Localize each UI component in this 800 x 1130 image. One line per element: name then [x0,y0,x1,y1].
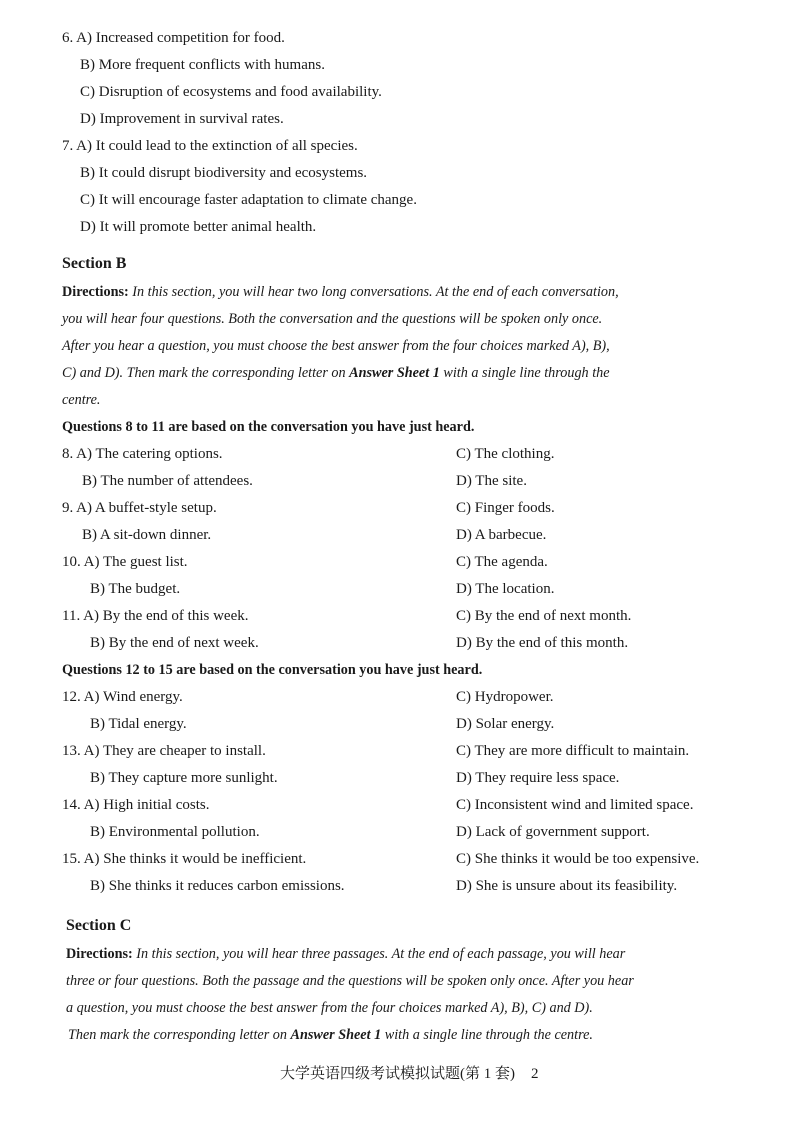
q9-option-c: C) Finger foods. [456,500,555,516]
section-b-directions-line-2: you will hear four questions. Both the conversation and the questions will be spoken only once. [62,311,603,327]
q13-option-b: B) They capture more sunlight. [90,770,278,786]
q15-option-d: D) She is unsure about its feasibility. [456,878,678,894]
directions-label: Directions: [66,946,133,962]
q14-option-d: D) Lack of government support. [456,824,650,840]
q7-option-b: B) It could disrupt biodiversity and ecosystems. [80,165,368,181]
answer-sheet-label: Answer Sheet 1 [290,1027,382,1043]
q14-option-a: 14. A) High initial costs. [62,797,210,813]
page-number: 2 [531,1066,539,1082]
directions-text: with a single line through the centre. [384,1027,593,1043]
directions-text: In this section, you will hear three passages. At the end of each passage, you will hear [136,946,626,962]
q12-option-c: C) Hydropower. [456,689,554,705]
q15-option-c: C) She thinks it would be too expensive. [456,851,700,867]
q9-option-d: D) A barbecue. [456,527,547,543]
answer-sheet-label: Answer Sheet 1 [349,365,440,381]
q10-option-b: B) The budget. [90,581,181,597]
section-b-directions-line-4 [62,364,610,382]
directions-text: C) and D). Then mark the corresponding letter on [62,365,346,381]
q12-option-d: D) Solar energy. [456,716,555,732]
section-c-directions-line-1 [66,945,625,963]
q13-option-c: C) They are more difficult to maintain. [456,743,690,759]
q12-option-a: 12. A) Wind energy. [62,689,183,705]
q15-option-a: 15. A) She thinks it would be inefficient. [62,851,307,867]
directions-text: Then mark the corresponding letter on [68,1027,287,1043]
directions-text: In this section, you will hear two long conversations. At the end of each conversation, [132,284,619,300]
question-group-header-2: Questions 12 to 15 are based on the conversation you have just heard. [62,662,483,678]
q8-option-d: D) The site. [456,473,527,489]
directions-text: with a single line through the [443,365,610,381]
q12-option-b: B) Tidal energy. [90,716,187,732]
q14-option-b: B) Environmental pollution. [90,824,260,840]
q10-option-d: D) The location. [456,581,555,597]
q7-option-d: D) It will promote better animal health. [80,219,317,235]
q9-option-b: B) A sit-down dinner. [82,527,212,543]
q11-option-b: B) By the end of next week. [90,635,259,651]
q11-option-d: D) By the end of this month. [456,635,629,651]
section-c-directions-line-3: a question, you must choose the best answer from the four choices marked A), B), C) and D). [66,1000,593,1016]
q14-option-c: C) Inconsistent wind and limited space. [456,797,694,813]
q6-option-c: C) Disruption of ecosystems and food availability. [80,84,382,100]
section-b-directions-line-1 [62,283,619,301]
page-footer [280,1065,539,1083]
footer-title: 大学英语四级考试模拟试题(第 1 套) [280,1066,515,1082]
section-c-directions-line-4 [68,1026,593,1044]
directions-label: Directions: [62,284,129,300]
question-group-header-1: Questions 8 to 11 are based on the conversation you have just heard. [62,419,475,435]
q6-option-d: D) Improvement in survival rates. [80,111,284,127]
q8-option-c: C) The clothing. [456,446,555,462]
section-b-directions-line-3: After you hear a question, you must choose the best answer from the four choices marked A), B), [62,338,610,354]
q10-option-c: C) The agenda. [456,554,548,570]
q10-option-a: 10. A) The guest list. [62,554,188,570]
q8-option-b: B) The number of attendees. [82,473,253,489]
q13-option-a: 13. A) They are cheaper to install. [62,743,266,759]
section-b-directions-line-5: centre. [62,392,101,408]
q9-option-a: 9. A) A buffet-style setup. [62,500,217,516]
q11-option-a: 11. A) By the end of this week. [62,608,249,624]
q6-option-b: B) More frequent conflicts with humans. [80,57,325,73]
section-b-title: Section B [62,255,127,272]
q15-option-b: B) She thinks it reduces carbon emissions. [90,878,345,894]
section-c-title: Section C [66,917,132,934]
q13-option-d: D) They require less space. [456,770,620,786]
section-c-directions-line-2: three or four questions. Both the passage and the questions will be spoken only once. After you hear [66,973,634,989]
q8-option-a: 8. A) The catering options. [62,446,223,462]
q7-option-c: C) It will encourage faster adaptation to climate change. [80,192,417,208]
q6-option-a: 6. A) Increased competition for food. [62,30,285,46]
q11-option-c: C) By the end of next month. [456,608,632,624]
q7-option-a: 7. A) It could lead to the extinction of all species. [62,138,358,154]
